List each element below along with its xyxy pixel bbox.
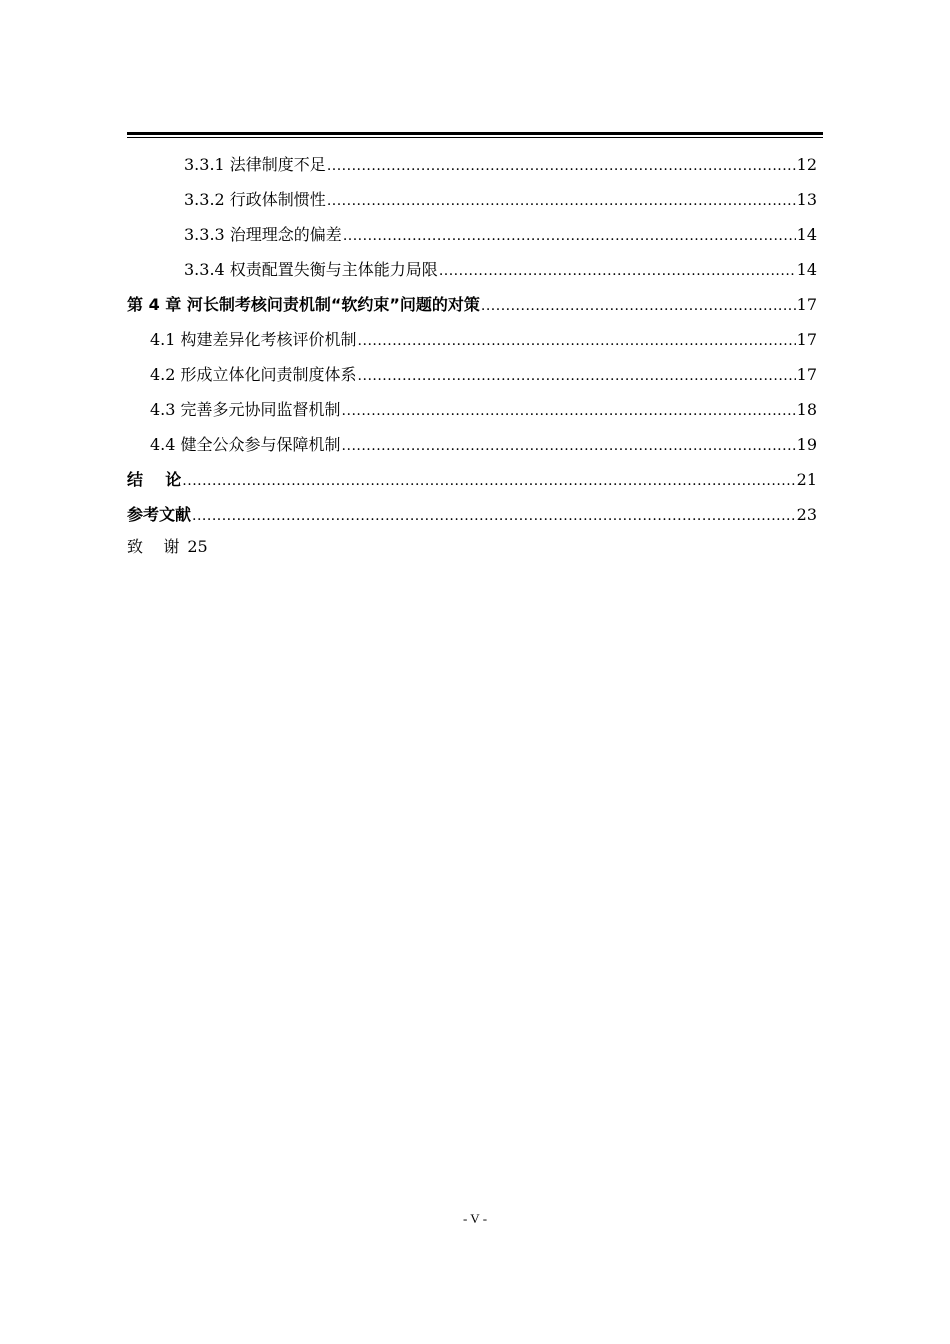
toc-entry[interactable]: [127, 252, 817, 287]
toc-chapter-entry[interactable]: [127, 287, 817, 322]
toc-entry-title: 4.1 构建差异化考核评价机制: [150, 330, 357, 349]
table-of-contents: [127, 147, 817, 562]
toc-entry[interactable]: [127, 217, 817, 252]
toc-leader-dots: [342, 394, 796, 429]
toc-leader-dots: [327, 149, 796, 184]
toc-entry-title: 第 4 章 河长制考核问责机制“软约束”问题的对策: [127, 295, 480, 314]
toc-entry-page: 25: [187, 537, 208, 556]
toc-entry-page: 18: [796, 400, 817, 419]
toc-entry-page: 19: [796, 435, 817, 454]
toc-references-entry[interactable]: [127, 497, 817, 532]
toc-entry-title: 4.4 健全公众参与保障机制: [150, 435, 341, 454]
toc-entry-title: 3.3.2 行政体制惯性: [184, 190, 326, 209]
toc-entry-page: 13: [796, 190, 817, 209]
toc-leader-dots: [439, 254, 796, 289]
toc-entry-page: 14: [796, 260, 817, 279]
toc-entry-page: 21: [796, 470, 817, 489]
toc-entry[interactable]: [127, 322, 817, 357]
toc-leader-dots: [327, 184, 796, 219]
toc-entry-page: 14: [796, 225, 817, 244]
toc-entry-page: 17: [796, 365, 817, 384]
toc-entry-page: 12: [796, 155, 817, 174]
toc-leader-dots: [192, 499, 796, 534]
toc-entry-title: 参考文献: [127, 505, 192, 524]
toc-entry[interactable]: [127, 182, 817, 217]
toc-entry-title: 3.3.4 权责配置失衡与主体能力局限: [184, 260, 438, 279]
toc-leader-dots: [358, 324, 796, 359]
header-rule-thin: [127, 137, 823, 138]
toc-entry[interactable]: [127, 147, 817, 182]
page-number-footer: - V -: [462, 1211, 488, 1226]
toc-entry[interactable]: [127, 357, 817, 392]
toc-conclusion-entry[interactable]: [127, 462, 817, 497]
toc-entry-page: 17: [796, 295, 817, 314]
toc-leader-dots: [358, 359, 796, 394]
toc-entry[interactable]: [127, 427, 817, 462]
toc-entry-title: 结 论: [127, 470, 182, 489]
toc-leader-dots: [182, 464, 795, 499]
toc-entry-title: 致 谢: [127, 537, 180, 556]
toc-entry-title: 4.2 形成立体化问责制度体系: [150, 365, 357, 384]
toc-entry-title: 3.3.3 治理理念的偏差: [184, 225, 342, 244]
toc-entry-title: 3.3.1 法律制度不足: [184, 155, 326, 174]
toc-entry[interactable]: [127, 392, 817, 427]
toc-leader-dots: [481, 289, 796, 324]
header-rule-thick: [127, 132, 823, 135]
toc-acknowledgement-entry[interactable]: [127, 532, 817, 562]
toc-entry-page: 23: [796, 505, 817, 524]
toc-leader-dots: [343, 219, 796, 254]
toc-entry-title: 4.3 完善多元协同监督机制: [150, 400, 341, 419]
toc-entry-page: 17: [796, 330, 817, 349]
toc-leader-dots: [342, 429, 796, 464]
